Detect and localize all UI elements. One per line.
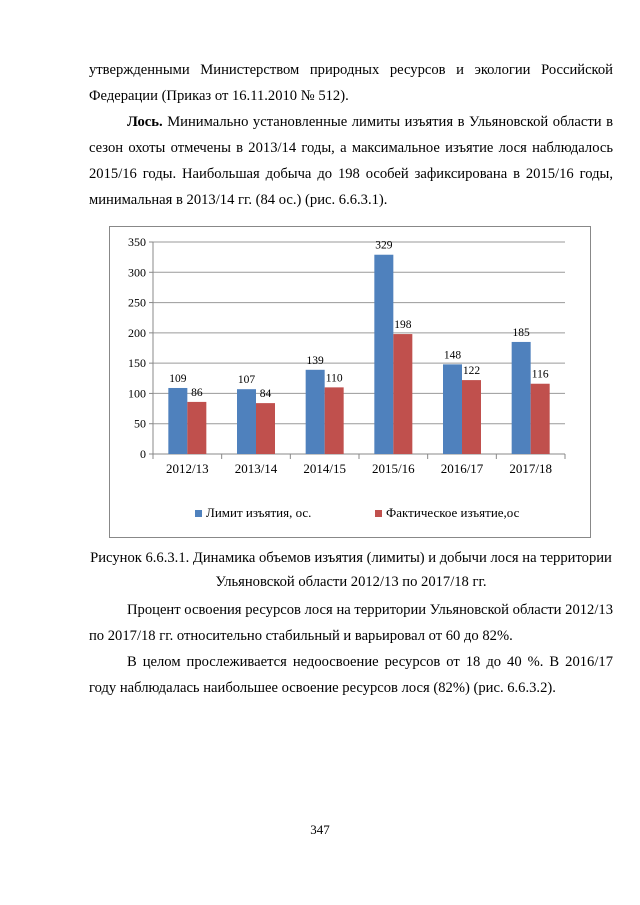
data-label: 110 [325,372,343,385]
data-label: 139 [306,354,324,367]
data-label: 185 [512,326,530,339]
paragraph-continuation: утвержденными Министерством природных ресурсов и экологии Российской Федерации (Приказ от 16.11.2010 № 512). [89,62,613,104]
data-label: 107 [237,374,256,387]
data-label: 148 [443,349,462,362]
legend-swatch [375,510,382,517]
x-tick-label: 2015/16 [372,461,415,476]
x-tick-label: 2014/15 [303,461,346,476]
page-number: 347 [310,822,330,837]
legend-label: Фактическое изъятие,ос [386,505,520,520]
bar [443,364,462,454]
data-label: 109 [169,372,187,385]
x-tick-label: 2017/18 [509,461,552,476]
bar [325,387,344,454]
figure-caption: Рисунок 6.6.3.1. Динамика объемов изъятия (лимиты) и добычи лося на территории Ульяновской области 2012/13 по 2017/18 гг. [90,550,612,590]
y-tick-label: 100 [128,386,146,401]
data-label: 84 [259,388,272,401]
data-label: 116 [531,368,549,381]
bar [462,380,481,454]
paragraph-summary: В целом прослеживается недоосвоение ресурсов от 18 до 40 %. В 2016/17 году наблюдалась наибольшее освоение ресурсов лося (82%) (рис. 6.6.3.2). [89,654,613,696]
paragraph-percent: Процент освоения ресурсов лося на территории Ульяновской области 2012/13 по 2017/18 гг. относительно стабильный и варьировал от 60 до 82%. [89,602,613,644]
bar [531,384,550,454]
bar [168,388,187,454]
y-tick-label: 300 [128,265,146,280]
paragraph-moose [89,109,613,213]
data-label: 198 [394,319,412,332]
y-tick-label: 50 [134,416,146,431]
bar [393,334,412,454]
paragraph-text: Минимально установленные лимиты изъятия в Ульяновской области в сезон охоты отмечены в 2013/14 годы, а максимальное изъятие лося наблюдалось 2015/16 годы. Наибольшая добыча до 198 особей зафиксирована в 2015/16 годы, минимальная в 2013/14 гг. (84 ос.) (рис. 6.6.3.1). [89,114,613,208]
paragraph-lead: Лось. [127,114,163,130]
y-tick-label: 200 [128,325,146,340]
data-label: 329 [375,239,393,252]
data-label: 122 [462,365,481,378]
bar [237,389,256,454]
y-tick-label: 350 [128,235,146,249]
data-label: 86 [191,386,203,399]
legend-label: Лимит изъятия, ос. [206,505,312,520]
bar [187,402,206,454]
bar [374,255,393,454]
y-tick-label: 150 [128,356,146,371]
x-tick-label: 2012/13 [166,461,209,476]
legend-swatch [195,510,202,517]
x-tick-label: 2016/17 [440,461,484,476]
bar [306,370,325,454]
bar-chart [109,226,591,538]
y-tick-label: 250 [128,295,146,310]
bar [512,342,531,454]
y-tick-label: 0 [140,447,146,461]
bar [256,403,275,454]
x-tick-label: 2013/14 [234,461,278,476]
